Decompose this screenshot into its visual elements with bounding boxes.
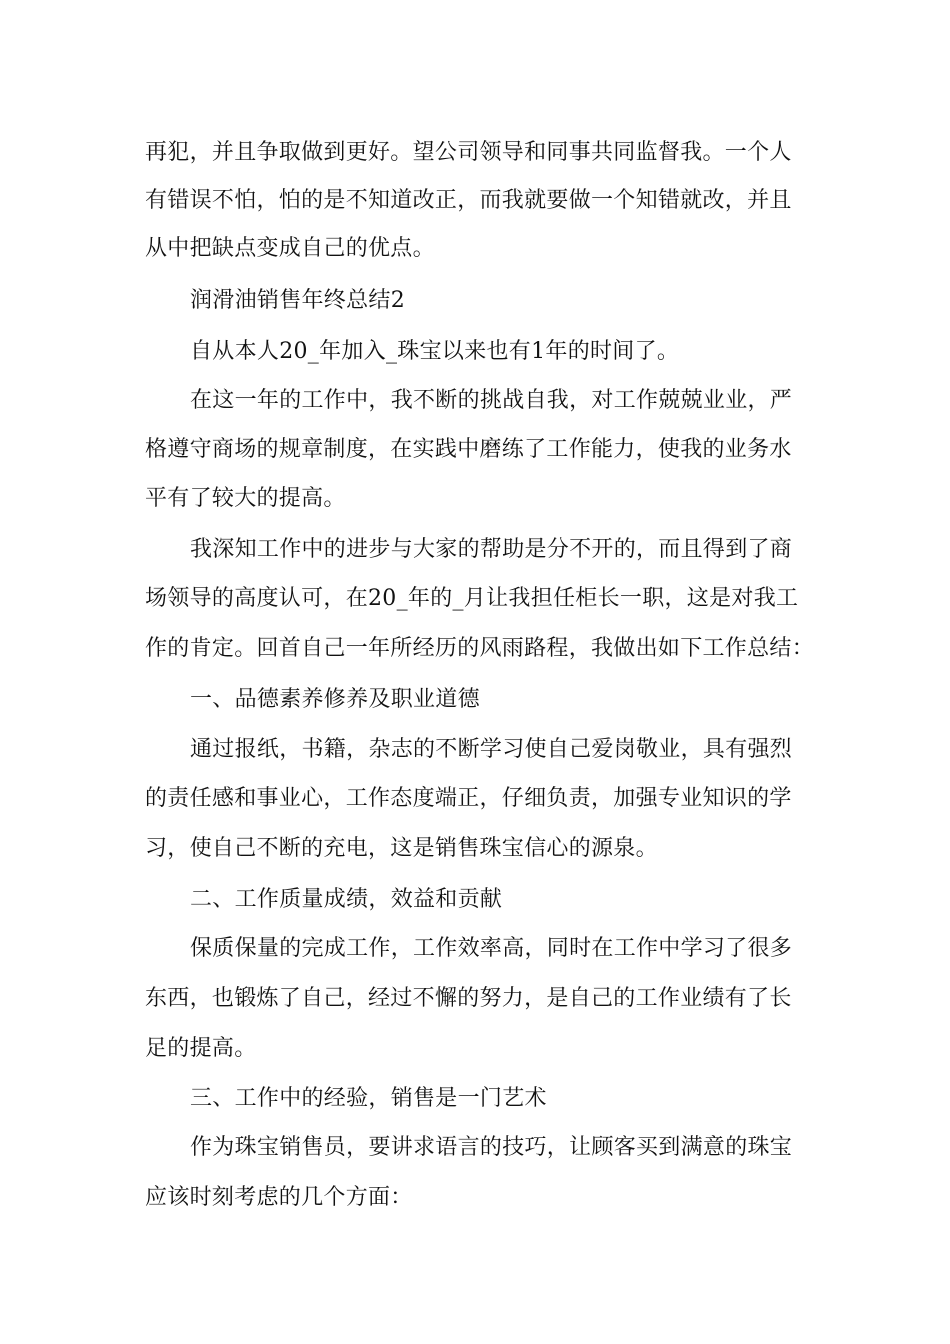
section-title: 润滑油销售年终总结2 (190, 288, 405, 313)
text-line: 格遵守商场的规章制度，在实践中磨练了工作能力，使我的业务水 (145, 437, 792, 462)
text-line: 东西，也锻炼了自己，经过不懈的努力，是自己的工作业绩有了长 (145, 986, 792, 1011)
text-line: 作为珠宝销售员，要讲求语言的技巧，让顾客买到满意的珠宝 (190, 1135, 793, 1160)
text-line: 从中把缺点变成自己的优点。 (145, 236, 435, 261)
text-line: 的责任感和事业心，工作态度端正，仔细负责，加强专业知识的学 (145, 786, 792, 811)
text-line: 作的肯定。回首自己一年所经历的风雨路程，我做出如下工作总结： (145, 636, 815, 661)
text-line: 足的提高。 (145, 1036, 257, 1061)
text-line: 保质保量的完成工作，工作效率高，同时在工作中学习了很多 (190, 936, 793, 961)
text-line: 习，使自己不断的充电，这是销售珠宝信心的源泉。 (145, 836, 658, 861)
text-line: 自从本人20_年加入_珠宝以来也有1年的时间了。 (190, 339, 680, 364)
section-heading: 三、工作中的经验，销售是一门艺术 (190, 1086, 547, 1111)
text-line: 平有了较大的提高。 (145, 486, 346, 511)
section-heading: 一、品德素养修养及职业道德 (190, 687, 480, 712)
text-line: 通过报纸，书籍，杂志的不断学习使自己爱岗敬业，具有强烈 (190, 737, 793, 762)
section-heading: 二、工作质量成绩，效益和贡献 (190, 887, 503, 912)
text-line: 场领导的高度认可，在20_年的_月让我担任柜长一职，这是对我工 (145, 586, 799, 611)
text-line: 应该时刻考虑的几个方面： (145, 1185, 413, 1210)
text-line: 再犯，并且争取做到更好。望公司领导和同事共同监督我。一个人 (145, 140, 792, 165)
text-line: 有错误不怕，怕的是不知道改正，而我就要做一个知错就改，并且 (145, 188, 792, 213)
text-line: 我深知工作中的进步与大家的帮助是分不开的，而且得到了商 (190, 537, 793, 562)
text-line: 在这一年的工作中，我不断的挑战自我，对工作兢兢业业，严 (190, 388, 793, 413)
